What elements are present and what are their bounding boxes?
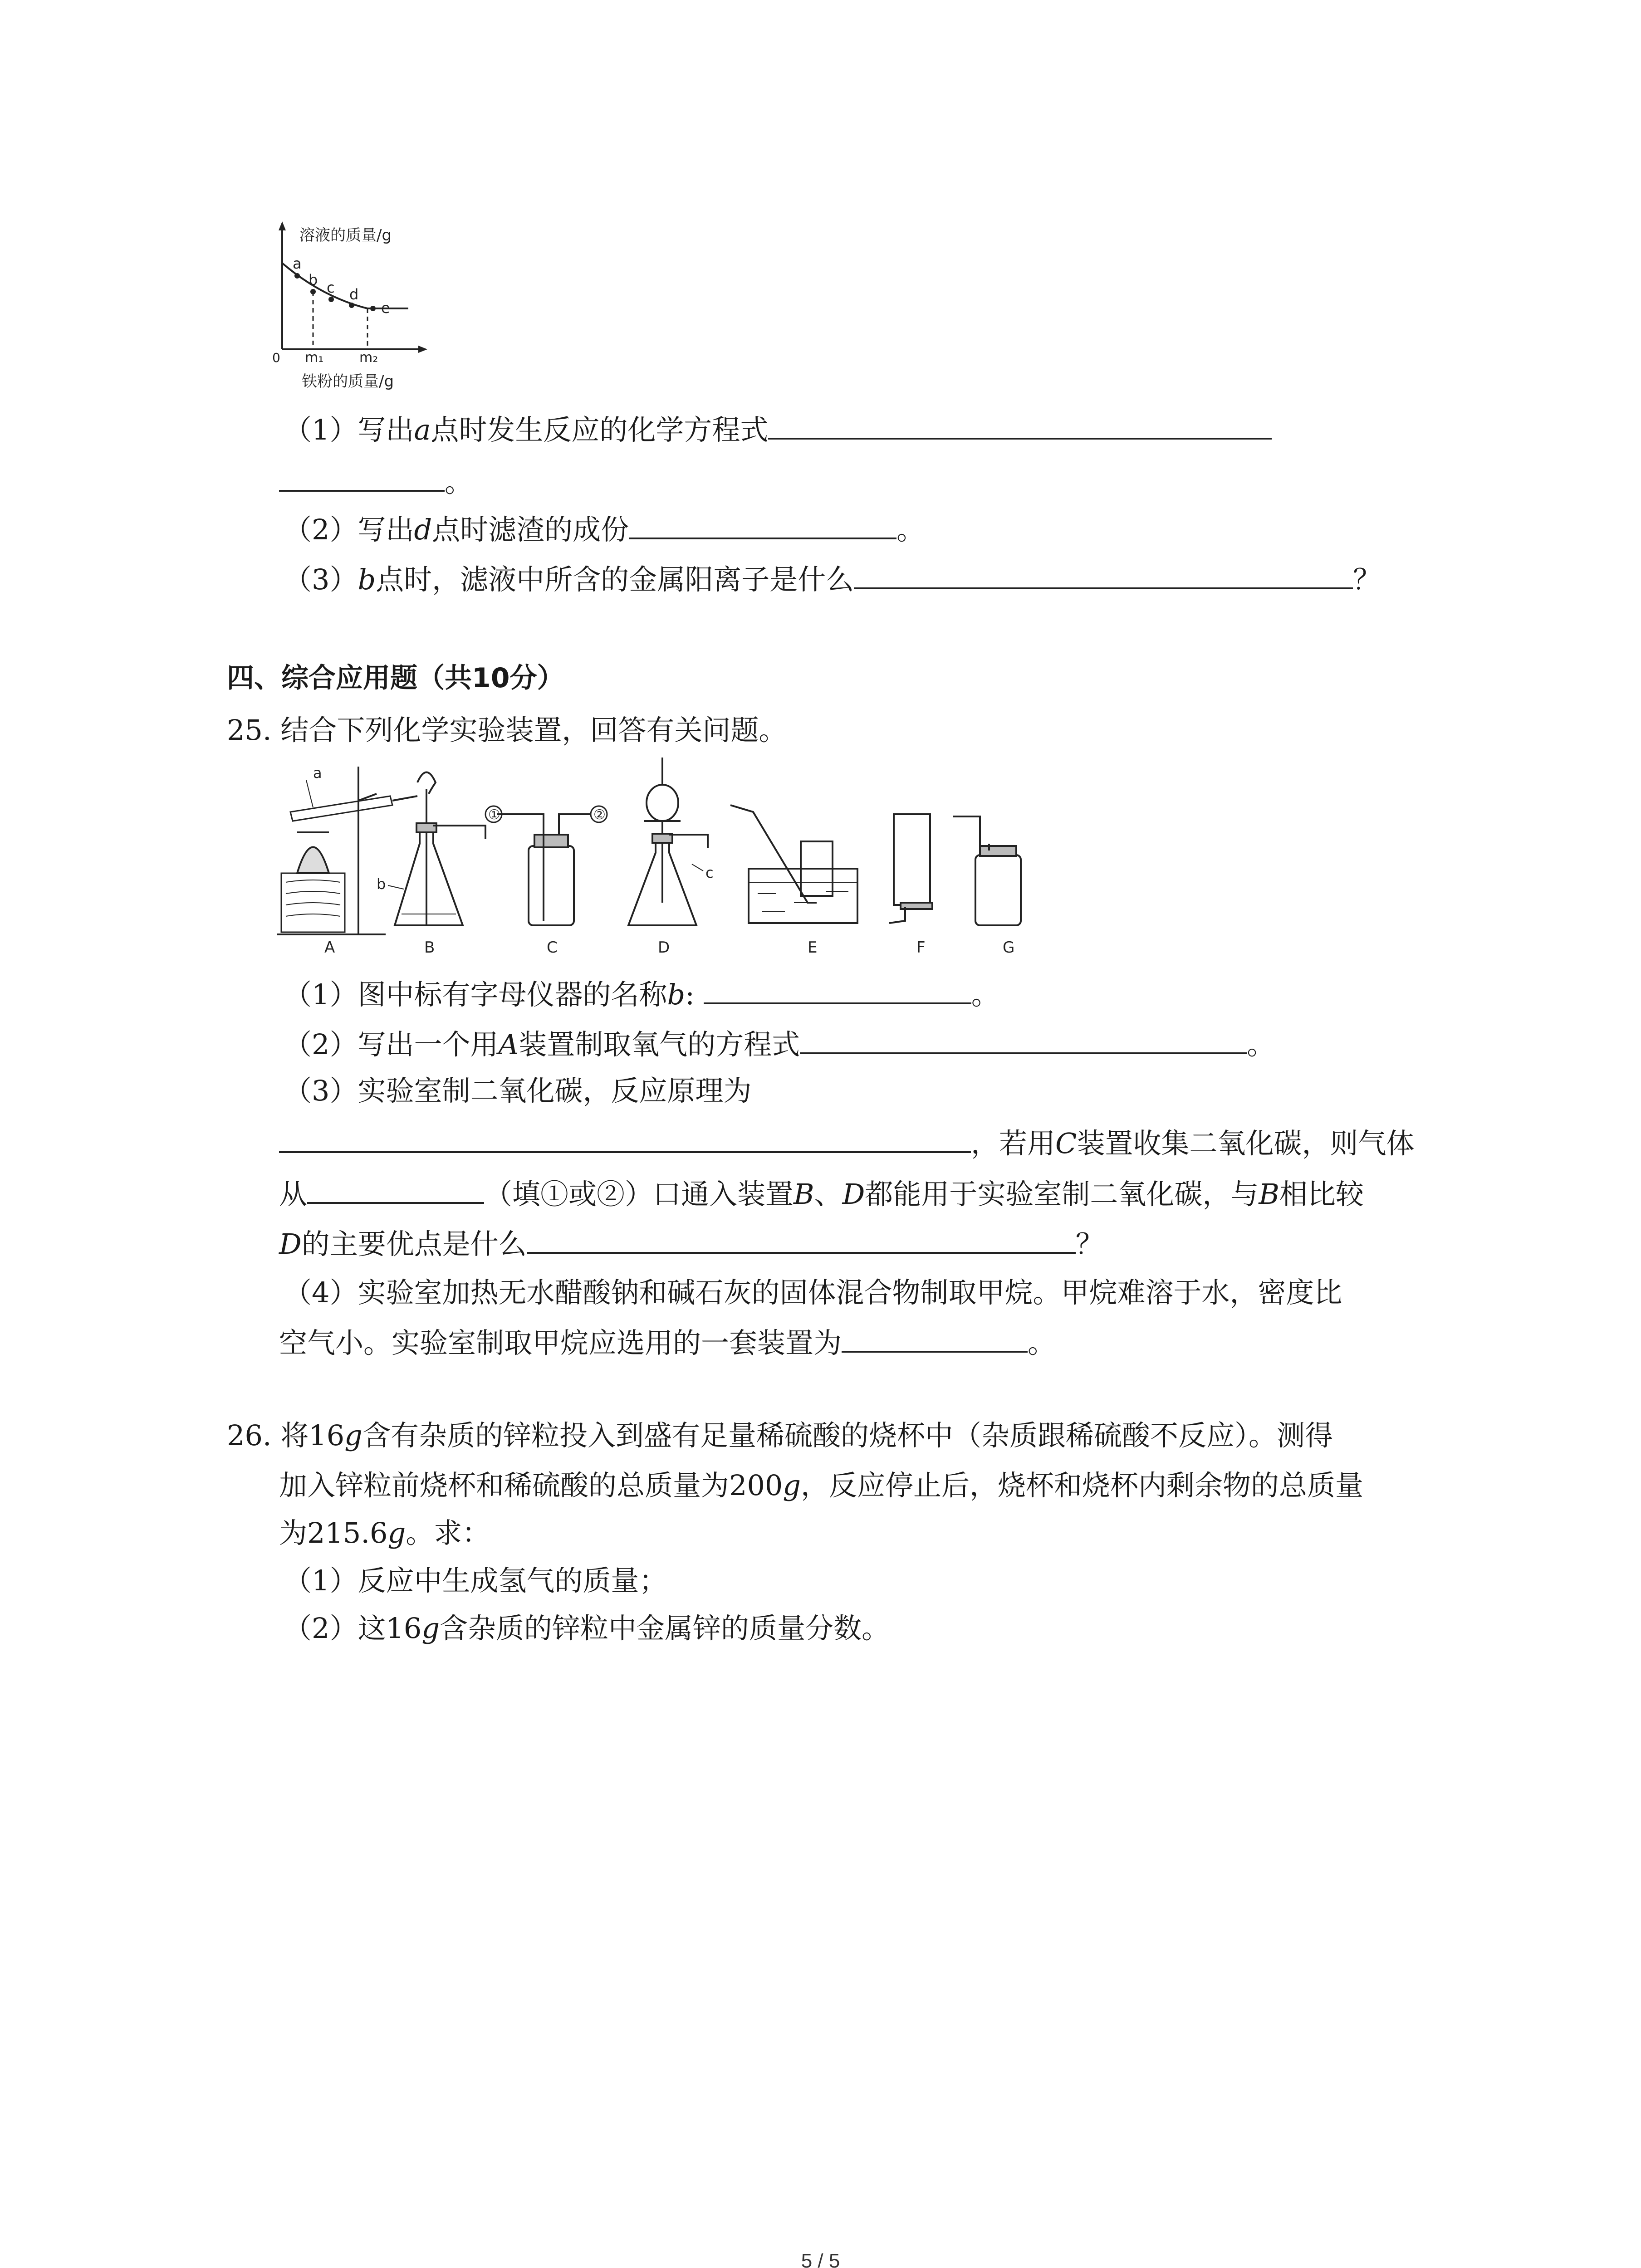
apparatus-F: [889, 814, 932, 923]
svg-text:①: ①: [488, 807, 500, 823]
q25-answer-blank-2[interactable]: [800, 1025, 1247, 1054]
q25-part3-line3: 从 （填①或②）口通入装置B、D都能用于实验室制二氧化碳，与B相比较: [279, 1175, 1364, 1212]
point-c: [328, 297, 334, 302]
label-A: A: [324, 938, 335, 957]
svg-text:c: c: [705, 864, 714, 881]
q24-answer-blank-3[interactable]: [854, 560, 1353, 589]
q25-part1: （1）图中标有字母仪器的名称b: 。: [284, 975, 999, 1013]
tick-m2: m₂: [359, 350, 378, 366]
label-E: E: [808, 938, 818, 957]
q25-answer-blank-3b[interactable]: [307, 1175, 484, 1204]
label-F: F: [916, 938, 926, 957]
label-d: d: [349, 286, 359, 303]
section4-title: 四、综合应用题（共10分）: [227, 662, 564, 694]
apparatus-figure: [272, 753, 1053, 966]
apparatus-C: [497, 814, 590, 925]
label-e: e: [381, 299, 390, 317]
q25-stem: 25. 结合下列化学实验装置，回答有关问题。: [227, 714, 787, 747]
q24-part3: （3）b点时，滤液中所含的金属阳离子是什么 ？: [284, 560, 1381, 598]
mass-graph: [254, 218, 445, 404]
apparatus-E: [730, 805, 857, 923]
q24-answer-blank-1b[interactable]: [279, 463, 445, 492]
q25-answer-blank-4[interactable]: [842, 1324, 1028, 1353]
origin-label: 0: [272, 350, 280, 365]
label-C: C: [547, 938, 558, 957]
q26-part2: （2）这16g含杂质的锌粒中金属锌的质量分数。: [284, 1612, 890, 1645]
q24-part1-cont: 。: [279, 463, 473, 500]
q24-part2: （2）写出d点时滤渣的成份 。: [284, 510, 925, 548]
page-number: 5 / 5: [801, 2250, 840, 2268]
q26-line3: 为215.6g。求：: [279, 1516, 490, 1549]
point-a: [294, 273, 300, 279]
q25-part3-line2: ，若用C装置收集二氧化碳，则气体: [279, 1124, 1414, 1162]
q24-answer-blank-1a[interactable]: [768, 411, 1272, 440]
x-axis-label: 铁粉的质量/g: [302, 372, 394, 391]
q25-part3-line1: （3）实验室制二氧化碳，反应原理为: [284, 1074, 752, 1107]
q25-answer-blank-1[interactable]: [704, 975, 971, 1004]
q24-answer-blank-2[interactable]: [629, 510, 896, 539]
apparatus-B: [395, 772, 485, 926]
point-e: [370, 306, 376, 311]
svg-text:②: ②: [593, 807, 606, 823]
y-axis-arrow: [279, 221, 286, 230]
q25-part2: （2）写出一个用A装置制取氧气的方程式 。: [284, 1025, 1275, 1063]
q24-part1: （1）写出a点时发生反应的化学方程式: [284, 411, 1272, 448]
apparatus-D: [628, 758, 708, 925]
svg-text:a: a: [313, 764, 322, 782]
label-a: a: [293, 255, 302, 272]
label-G: G: [1003, 938, 1015, 957]
x-axis-arrow: [418, 346, 427, 353]
point-d: [349, 303, 354, 308]
y-axis-label: 溶液的质量/g: [299, 226, 392, 244]
q26-part1: （1）反应中生成氢气的质量；: [284, 1564, 667, 1597]
q25-part4-line2: 空气小。实验室制取甲烷应选用的一套装置为 。: [279, 1324, 1056, 1361]
apparatus-G: [953, 816, 1021, 925]
svg-text:b: b: [377, 875, 386, 893]
point-b: [310, 289, 316, 294]
label-c: c: [327, 279, 335, 296]
q25-part3-line4: D的主要优点是什么 ？: [279, 1225, 1104, 1262]
apparatus-A: [277, 767, 417, 934]
q25-answer-blank-3a[interactable]: [279, 1124, 971, 1153]
label-D: D: [658, 938, 670, 957]
q26-line1: 26. 将16g含有杂质的锌粒投入到盛有足量稀硫酸的烧杯中（杂质跟稀硫酸不反应）。测得: [227, 1419, 1333, 1452]
q26-line2: 加入锌粒前烧杯和稀硫酸的总质量为200g，反应停止后，烧杯和烧杯内剩余物的总质量: [279, 1469, 1364, 1502]
label-b: b: [309, 271, 318, 288]
q25-part4-line1: （4）实验室加热无水醋酸钠和碱石灰的固体混合物制取甲烷。甲烷难溶于水，密度比: [284, 1276, 1342, 1309]
q25-answer-blank-3c[interactable]: [527, 1225, 1076, 1254]
label-B: B: [424, 938, 435, 957]
tick-m1: m₁: [305, 350, 324, 366]
